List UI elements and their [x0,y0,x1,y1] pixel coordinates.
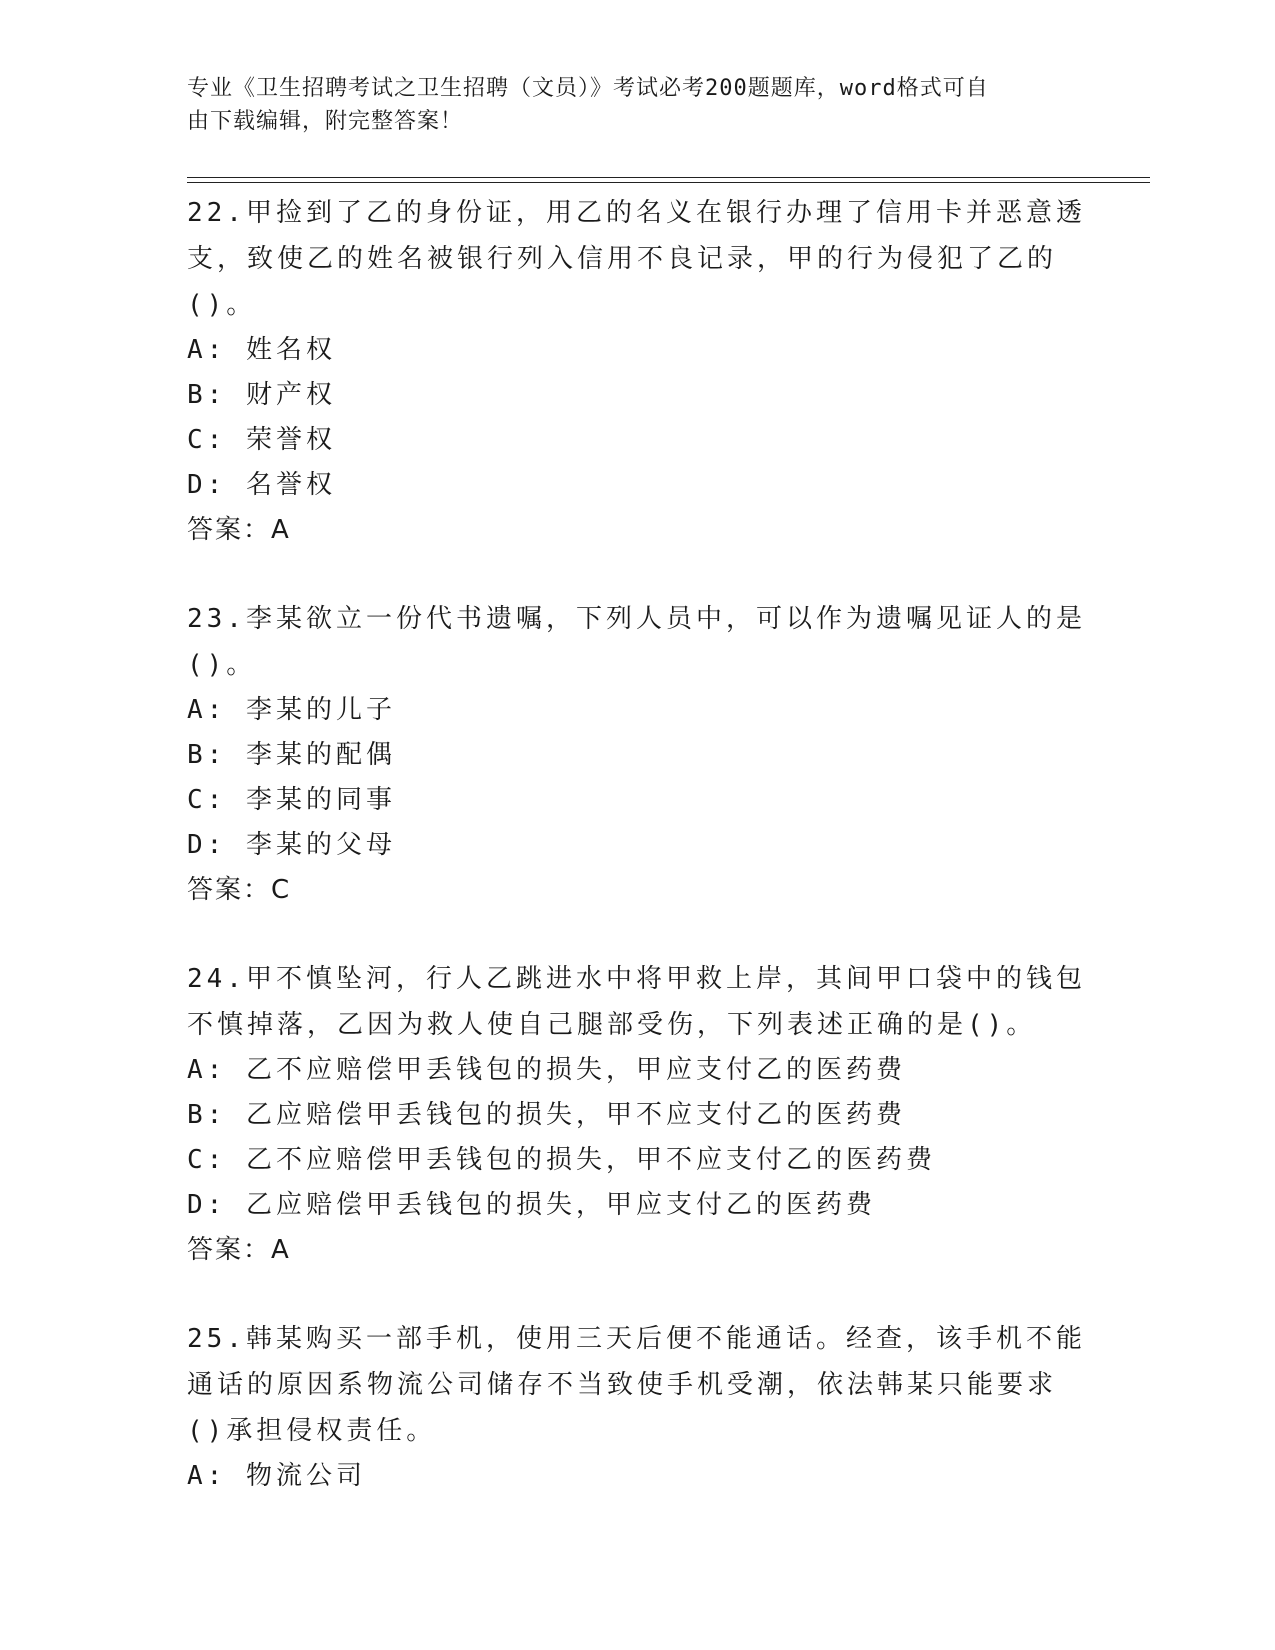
header-line-2: 由下载编辑，附完整答案！ [187,109,464,134]
answer-line: 答案：A [187,515,291,545]
question-text: 24.甲不慎坠河，行人乙跳进水中将甲救上岸，其间甲口袋中的钱包不慎掉落，乙因为救人使自己腿部受伤，下列表述正确的是()。 [187,964,1086,1040]
question-text: 22.甲捡到了乙的身份证，用乙的名义在银行办理了信用卡并恶意透支，致使乙的姓名被银行列入信用不良记录，甲的行为侵犯了乙的()。 [187,198,1086,320]
document-header [187,72,1087,138]
question-text: 23.李某欲立一份代书遗嘱，下列人员中，可以作为遗嘱见证人的是()。 [187,604,1086,680]
spacer [187,913,1087,956]
option-a: A: 物流公司 [187,1461,366,1491]
question-text: 25.韩某购买一部手机，使用三天后便不能通话。经查，该手机不能通话的原因系物流公司储存不当致使手机受潮，依法韩某只能要求()承担侵权责任。 [187,1324,1086,1446]
option-d: D: 名誉权 [187,470,336,500]
question-list [187,190,1087,1499]
question-25 [187,1316,1087,1499]
option-a: A: 姓名权 [187,335,336,365]
option-a: A: 乙不应赔偿甲丢钱包的损失，甲应支付乙的医药费 [187,1055,906,1085]
question-24 [187,956,1087,1273]
header-rule-bottom [187,182,1150,183]
option-d: D: 李某的父母 [187,830,396,860]
header-rule-top [187,177,1150,178]
option-b: B: 乙应赔偿甲丢钱包的损失，甲不应支付乙的医药费 [187,1100,906,1130]
spacer [187,553,1087,596]
option-a: A: 李某的儿子 [187,695,396,725]
option-c: C: 荣誉权 [187,425,336,455]
option-c: C: 乙不应赔偿甲丢钱包的损失，甲不应支付乙的医药费 [187,1145,936,1175]
answer-line: 答案：C [187,875,292,905]
answer-line: 答案：A [187,1235,291,1265]
option-d: D: 乙应赔偿甲丢钱包的损失，甲应支付乙的医药费 [187,1190,876,1220]
option-b: B: 财产权 [187,380,336,410]
option-b: B: 李某的配偶 [187,740,396,770]
question-23 [187,596,1087,913]
option-c: C: 李某的同事 [187,785,396,815]
question-22 [187,190,1087,553]
spacer [187,1273,1087,1316]
header-line-1: 专业《卫生招聘考试之卫生招聘（文员）》考试必考200题题库，word格式可自 [187,76,989,101]
